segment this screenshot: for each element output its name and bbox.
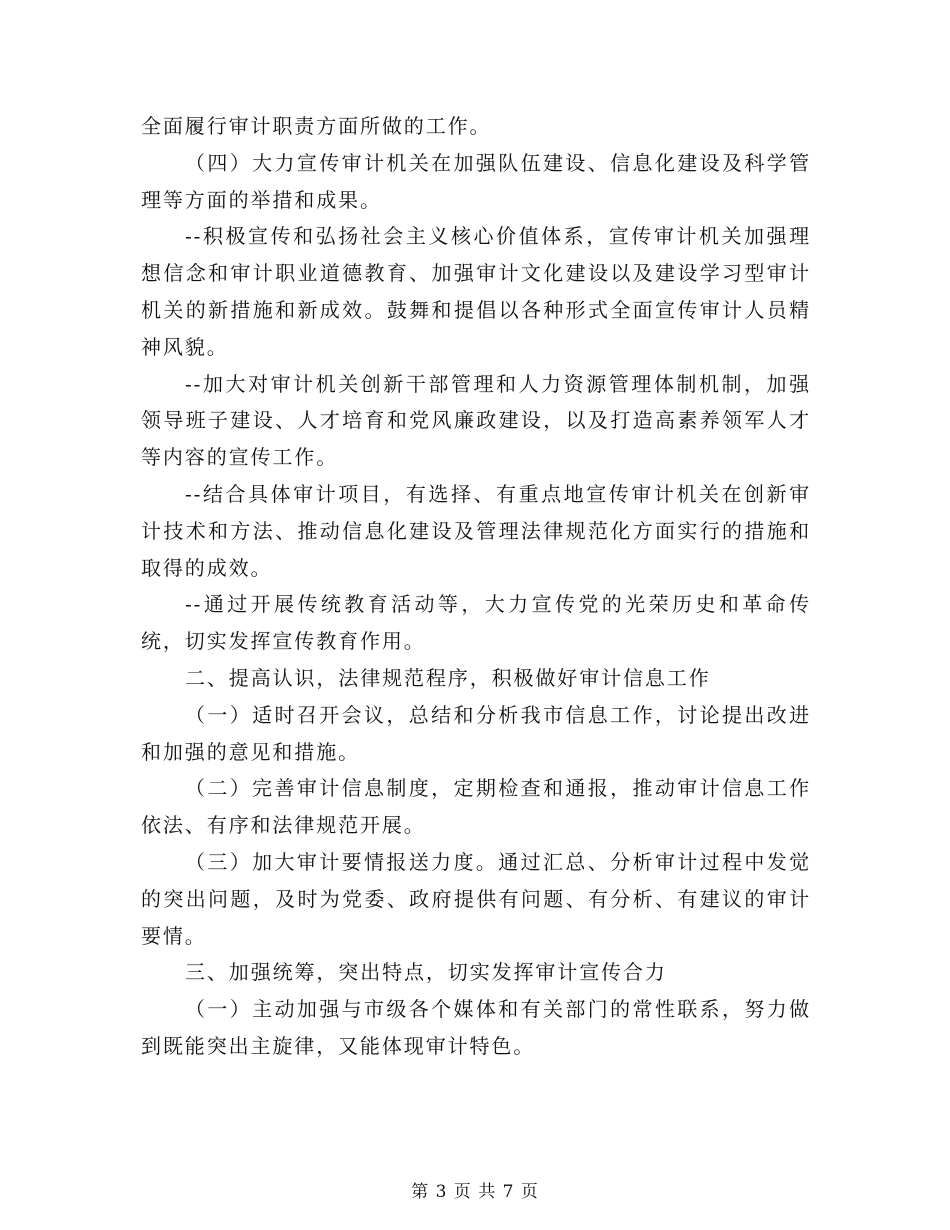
paragraph-10: （三）加大审计要情报送力度。通过汇总、分析审计过程中发觉的突出问题，及时为党委、政府提供有问题、有分析、有建议的审计要情。 (141, 849, 811, 948)
page-number-footer: 第 3 页 共 7 页 (411, 1182, 539, 1202)
paragraph-12: （一）主动加强与市级各个媒体和有关部门的常性联系，努力做到既能突出主旋律，又能体现审计特色。 (141, 997, 811, 1058)
paragraph-6: --通过开展传统教育活动等，大力宣传党的光荣历史和革命传统，切实发挥宣传教育作用。 (141, 592, 811, 654)
paragraph-1: 全面履行审计职责方面所做的工作。 (141, 114, 492, 138)
paragraph-3: --积极宣传和弘扬社会主义核心价值体系，宣传审计机关加强理想信念和审计职业道德教育、加强审计文化建设以及建设学习型审计机关的新措施和新成效。鼓舞和提倡以各种形式全面宣传审计人员精神风貌。 (141, 224, 811, 359)
paragraph-4: --加大对审计机关创新干部管理和人力资源管理体制机制，加强领导班子建设、人才培育和党风廉政建设，以及打造高素养领军人才等内容的宣传工作。 (141, 371, 811, 470)
paragraph-5: --结合具体审计项目，有选择、有重点地宣传审计机关在创新审计技术和方法、推动信息化建设及管理法律规范化方面实行的措施和取得的成效。 (141, 481, 811, 580)
document-body (141, 108, 811, 1065)
paragraph-8: （一）适时召开会议，总结和分析我市信息工作，讨论提出改进和加强的意见和措施。 (141, 702, 811, 764)
section-heading-3: 三、加强统筹，突出特点，切实发挥审计宣传合力 (185, 960, 667, 985)
section-heading-2: 二、提高认识，法律规范程序，积极做好审计信息工作 (185, 665, 711, 690)
paragraph-2: （四）大力宣传审计机关在加强队伍建设、信息化建设及科学管理等方面的举措和成果。 (141, 150, 811, 212)
paragraph-9: （二）完善审计信息制度，定期检查和通报，推动审计信息工作依法、有序和法律规范开展。 (141, 776, 811, 838)
